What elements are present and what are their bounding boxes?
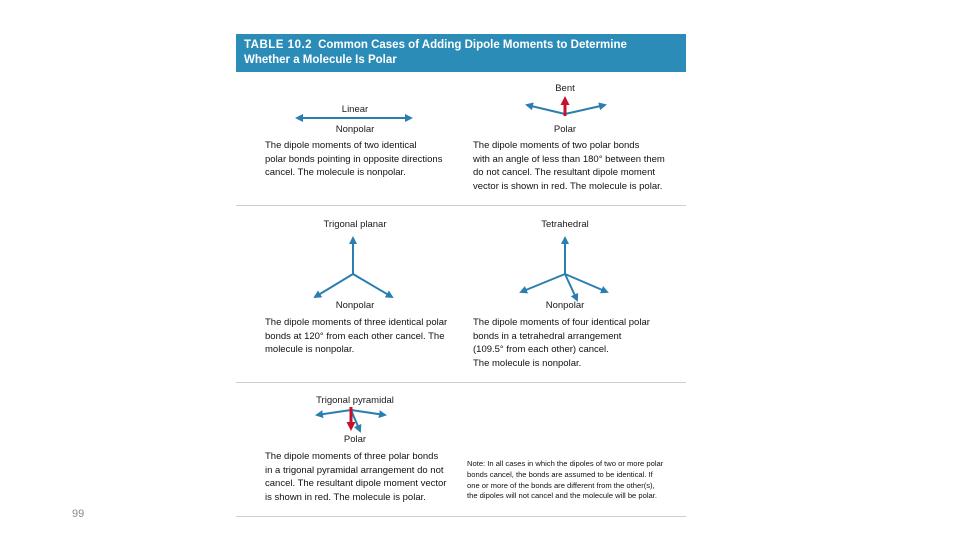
geometry-label: Tetrahedral <box>541 219 589 230</box>
bent-dipole-diagram <box>465 80 665 128</box>
case-description: The dipole moments of two identical polar bonds pointing in opposite directions cancel. The molecule is nonpolar. <box>265 140 443 179</box>
bond-dipole-arrow-right <box>351 410 385 415</box>
bond-dipole-arrow-lower-left <box>315 274 353 297</box>
case-description: The dipole moments of four identical polar bonds in a tetrahedral arrangement (109.5° from each other) cancel. The molecule is nonpolar. <box>473 317 650 369</box>
geometry-label: Linear <box>341 104 369 115</box>
case-description: The dipole moments of two polar bonds with an angle of less than 180° between them do not cancel. The resultant dipole moment vector is shown in red. The molecule is polar. <box>473 140 665 192</box>
case-description: The dipole moments of three polar bonds in a trigonal pyramidal arrangement do not cancel. The resultant dipole moment vector is shown in red. The molecule is polar. <box>265 451 447 503</box>
table-header <box>236 34 686 72</box>
tetrahedral-dipole-diagram <box>465 216 665 304</box>
polarity-label: Polar <box>343 434 367 445</box>
page-number: 99 <box>72 508 85 520</box>
bond-dipole-arrow-left <box>317 410 351 415</box>
case-description: The dipole moments of three identical polar bonds at 120° from each other cancel. The molecule is nonpolar. <box>265 317 448 356</box>
bond-dipole-arrow-left <box>521 274 565 292</box>
table-number: TABLE 10.2 <box>244 39 313 51</box>
bond-dipole-arrow-right <box>565 105 605 114</box>
geometry-label: Trigonal planar <box>323 219 387 230</box>
row-divider <box>236 382 686 383</box>
row-divider <box>236 205 686 206</box>
table-bottom-rule <box>236 516 686 517</box>
polarity-label: Nonpolar <box>545 300 585 311</box>
table-title-line2: Whether a Molecule Is Polar <box>244 54 397 66</box>
polarity-label: Nonpolar <box>335 300 375 311</box>
geometry-label: Trigonal pyramidal <box>316 395 394 406</box>
table-title-line1 <box>244 38 678 53</box>
trigonal-planar-dipole-diagram <box>255 216 455 304</box>
bond-dipole-arrow-lower-right <box>353 274 392 297</box>
table-note: Note: In all cases in which the dipoles of two or more polar bonds cancel, the bonds are assumed to be identical. If one or more of the bonds are different from the other(s), the dipoles will not cancel and the molecule will be polar. <box>467 459 664 501</box>
polarity-label: Polar <box>553 124 577 135</box>
trigonal-pyramidal-dipole-diagram <box>255 393 455 437</box>
polarity-label: Nonpolar <box>335 124 375 135</box>
table-title-text: Common Cases of Adding Dipole Moments to Determine <box>318 39 627 51</box>
geometry-label: Bent <box>555 83 575 94</box>
bond-dipole-arrow-left <box>527 105 565 114</box>
